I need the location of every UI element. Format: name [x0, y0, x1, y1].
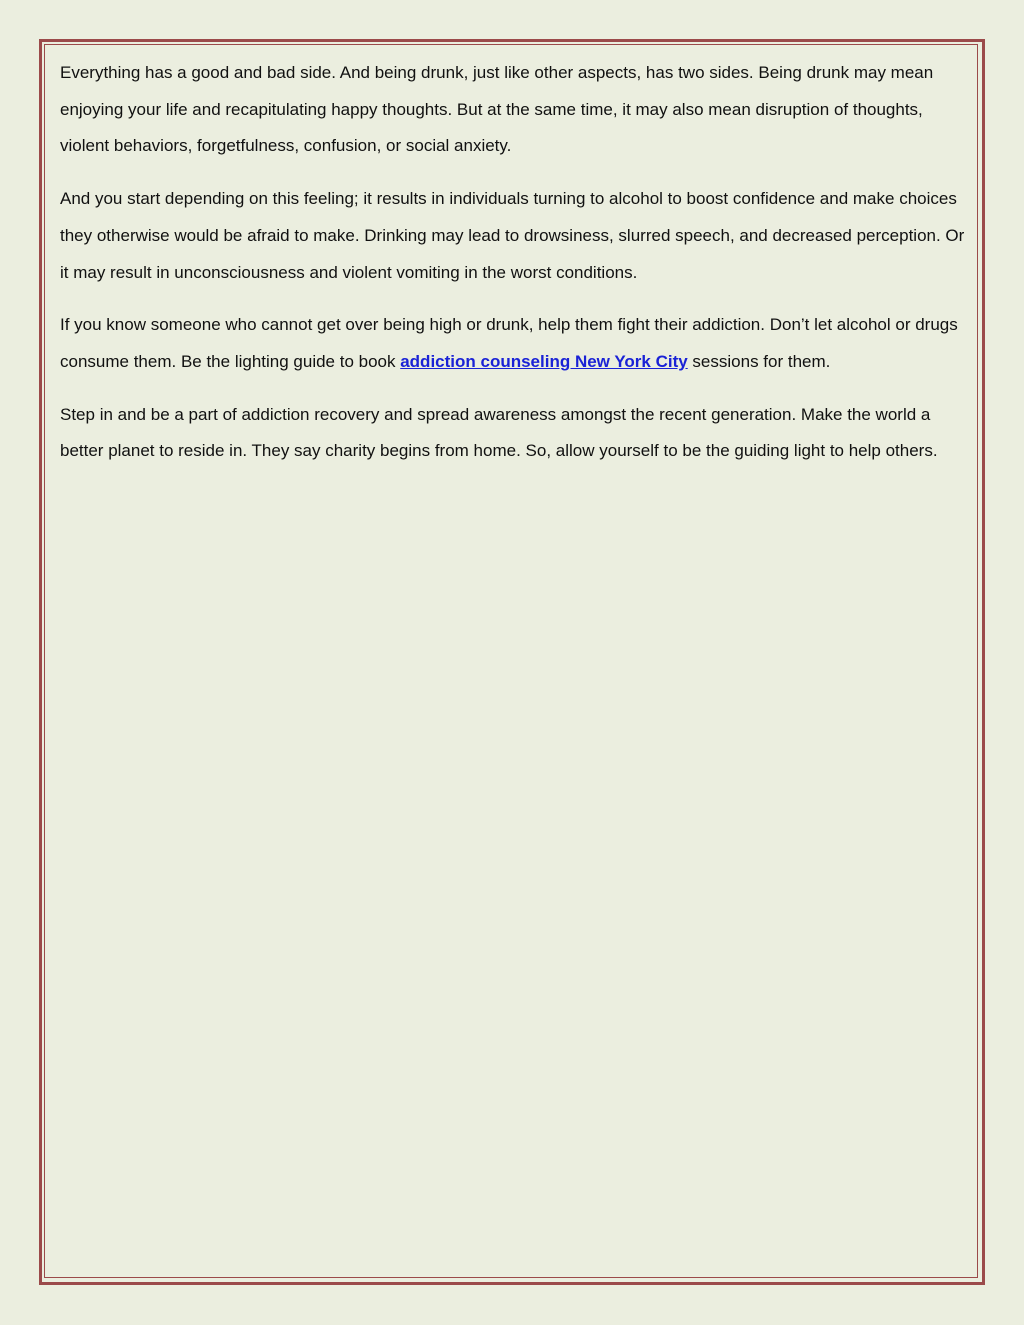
paragraph-3-text-after: sessions for them.: [687, 351, 831, 371]
paragraph-3-text-before: If you know someone who cannot get over being high or drunk, help them fight their addiction. Don’t let alcohol or drugs consume them. Be the lighting guide to book: [60, 315, 958, 371]
document-body: [60, 55, 966, 486]
paragraph-4: Step in and be a part of addiction recovery and spread awareness amongst the recent generation. Make the world a better planet to reside in. They say charity begins from home. So, allow yourself to be the guiding light to help others.: [60, 404, 938, 461]
paragraph-1: Everything has a good and bad side. And being drunk, just like other aspects, has two sides. Being drunk may mean enjoying your life and recapitulating happy thoughts. But at the same time, it may also mean disruption of thoughts, violent behaviors, forgetfulness, confusion, or social anxiety.: [60, 63, 934, 156]
paragraph-2: And you start depending on this feeling; it results in individuals turning to alcohol to boost confidence and make choices they otherwise would be afraid to make. Drinking may lead to drowsiness, slurred speech, and decreased perception. Or it may result in unconsciousness and violent vomiting in the worst conditions.: [60, 189, 965, 282]
addiction-counseling-link[interactable]: addiction counseling New York City: [400, 351, 688, 371]
paragraph-3: [60, 307, 966, 380]
